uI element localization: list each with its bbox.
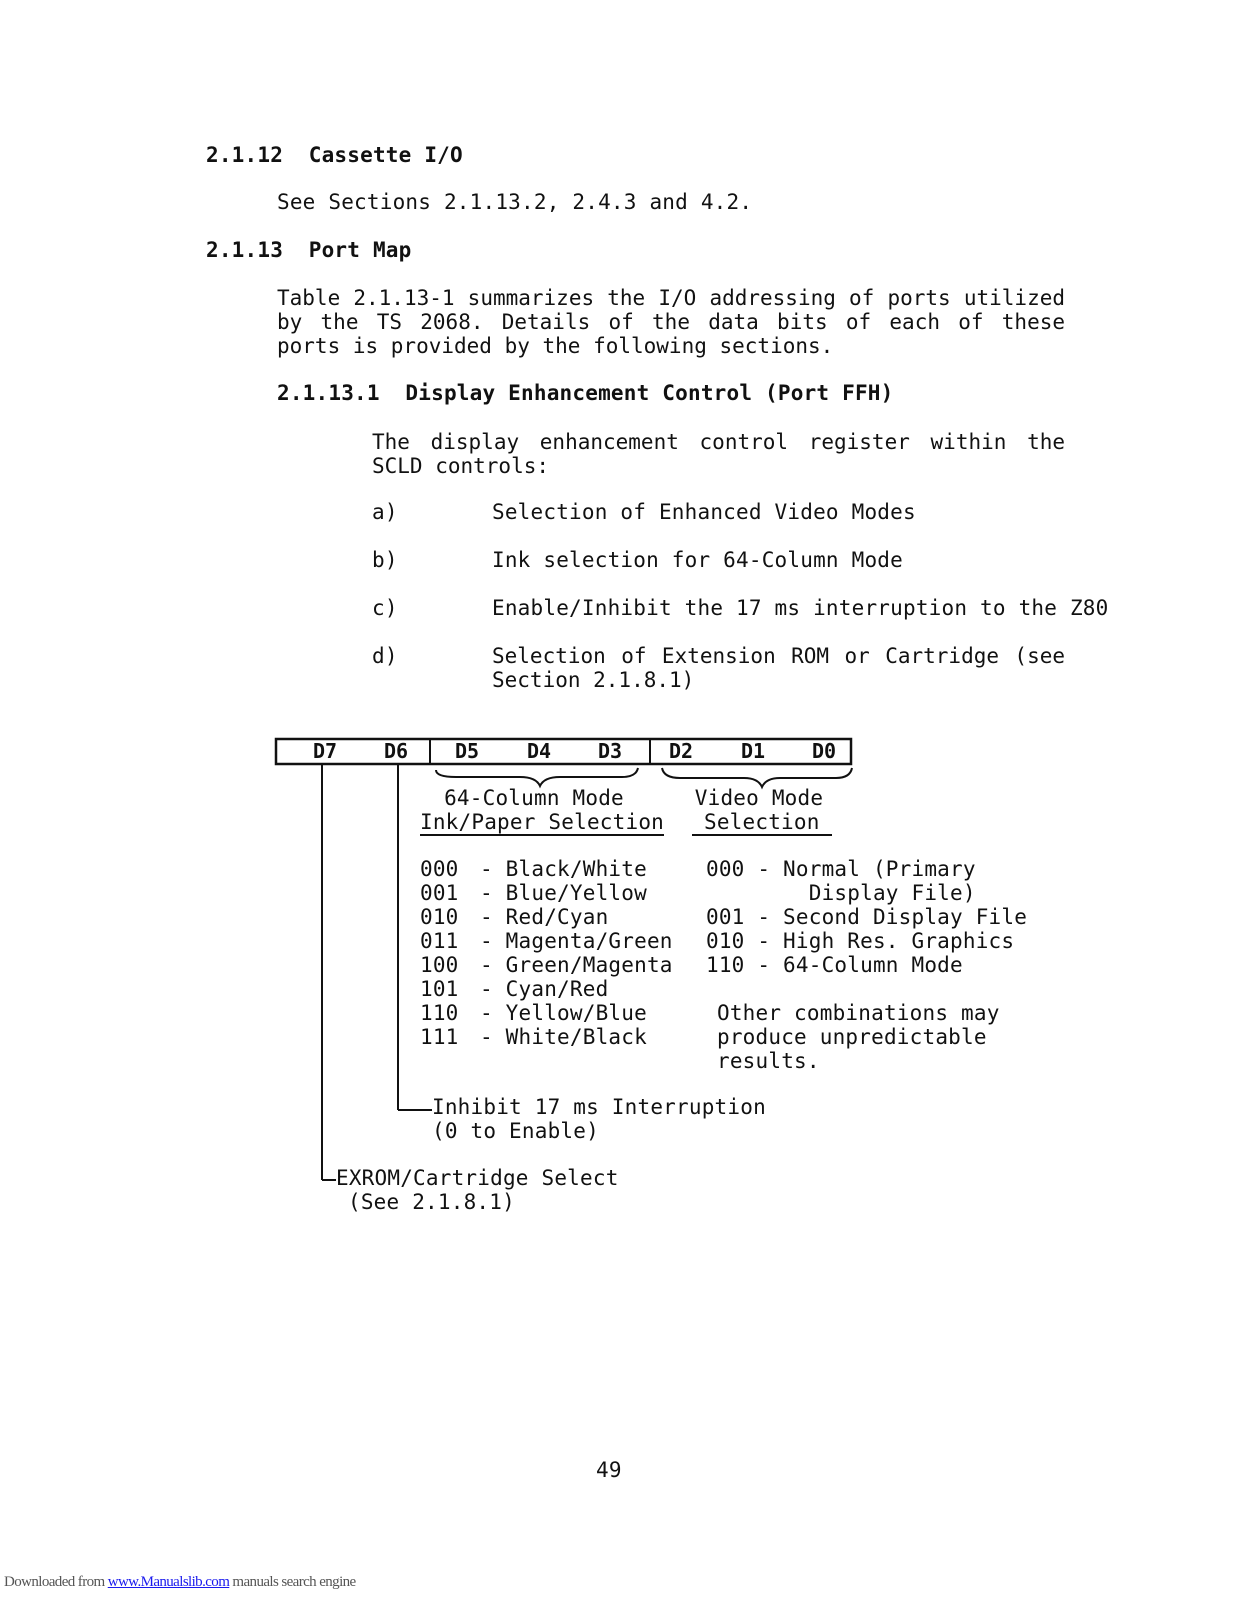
ink-option-desc: - Red/Cyan bbox=[480, 905, 609, 929]
section-2-1-13-1-intro: The display enhancement control register within the SCLD controls: bbox=[372, 430, 1065, 478]
list-item-label: d) bbox=[372, 644, 398, 668]
ink-option-code: 010 bbox=[420, 905, 459, 929]
bit-label-d4: D4 bbox=[527, 739, 552, 763]
footer-suffix: manuals search engine bbox=[229, 1574, 356, 1590]
ink-option-desc: - Black/White bbox=[480, 857, 647, 881]
video-note: Other combinations may bbox=[717, 1001, 1000, 1025]
ink-option-desc: - Cyan/Red bbox=[480, 977, 609, 1001]
list-item-text: Enable/Inhibit the 17 ms interruption to the Z80 bbox=[492, 596, 1109, 620]
bit-label-d1: D1 bbox=[741, 739, 766, 763]
section-2-1-13-heading: 2.1.13 Port Map bbox=[206, 238, 412, 262]
video-option: 001 - Second Display File bbox=[706, 905, 1028, 929]
bit-label-d7: D7 bbox=[313, 739, 338, 763]
video-group-title-underlined: Selection bbox=[692, 810, 832, 836]
footer bbox=[4, 1574, 356, 1591]
video-option: 110 - 64-Column Mode bbox=[706, 953, 963, 977]
list-item-text: Selection of Extension ROM or Cartridge (see Section 2.1.8.1) bbox=[492, 644, 1065, 692]
ink-option-code: 110 bbox=[420, 1001, 459, 1025]
list-item-label: c) bbox=[372, 596, 398, 620]
ink-option-code: 000 bbox=[420, 857, 459, 881]
ink-group-title-underlined: Ink/Paper Selection bbox=[420, 810, 665, 834]
video-option: 010 - High Res. Graphics bbox=[706, 929, 1015, 953]
bit-label-d0: D0 bbox=[812, 739, 837, 763]
video-note: produce unpredictable bbox=[717, 1025, 987, 1049]
bit-label-d6: D6 bbox=[384, 739, 409, 763]
ink-option-code: 100 bbox=[420, 953, 459, 977]
page-number: 49 bbox=[596, 1458, 622, 1482]
d7-label: EXROM/Cartridge Select bbox=[336, 1166, 619, 1190]
footer-link[interactable]: www.Manualslib.com bbox=[107, 1574, 230, 1590]
ink-option-code: 001 bbox=[420, 881, 459, 905]
list-item-label: a) bbox=[372, 500, 398, 524]
ink-option-desc: - Magenta/Green bbox=[480, 929, 673, 953]
section-2-1-12-heading: 2.1.12 Cassette I/O bbox=[206, 143, 463, 167]
ink-option-code: 111 bbox=[420, 1025, 459, 1049]
ink-group-title-line1: 64-Column Mode bbox=[444, 786, 624, 810]
section-2-1-12-text: See Sections 2.1.13.2, 2.4.3 and 4.2. bbox=[277, 190, 753, 214]
video-option: Display File) bbox=[706, 881, 976, 905]
list-item-text: Ink selection for 64-Column Mode bbox=[492, 548, 903, 572]
video-option: 000 - Normal (Primary bbox=[706, 857, 976, 881]
ink-option-desc: - White/Black bbox=[480, 1025, 647, 1049]
d7-label-note: (See 2.1.8.1) bbox=[348, 1190, 515, 1214]
ink-option-code: 011 bbox=[420, 929, 459, 953]
bit-label-d3: D3 bbox=[598, 739, 623, 763]
footer-prefix: Downloaded from bbox=[4, 1574, 108, 1590]
section-2-1-13-1-heading: 2.1.13.1 Display Enhancement Control (Port FFH) bbox=[277, 381, 894, 405]
video-group-title-line1: Video Mode bbox=[694, 786, 824, 810]
video-group-title-line2 bbox=[692, 810, 826, 834]
ink-group-title-line2 bbox=[420, 810, 665, 834]
d6-label-note: (0 to Enable) bbox=[432, 1119, 599, 1143]
section-2-1-13-text: Table 2.1.13-1 summarizes the I/O addressing of ports utilized by the TS 2068. Details of the data bits of each of these ports is provided by the following sections. bbox=[277, 286, 1065, 358]
bit-label-d5: D5 bbox=[455, 739, 480, 763]
ink-option-desc: - Green/Magenta bbox=[480, 953, 673, 977]
list-item-text: Selection of Enhanced Video Modes bbox=[492, 500, 916, 524]
video-note: results. bbox=[717, 1049, 820, 1073]
d6-label: Inhibit 17 ms Interruption bbox=[432, 1095, 766, 1119]
ink-option-desc: - Blue/Yellow bbox=[480, 881, 647, 905]
list-item-label: b) bbox=[372, 548, 398, 572]
ink-option-code: 101 bbox=[420, 977, 459, 1001]
ink-option-desc: - Yellow/Blue bbox=[480, 1001, 647, 1025]
bit-label-d2: D2 bbox=[669, 739, 694, 763]
